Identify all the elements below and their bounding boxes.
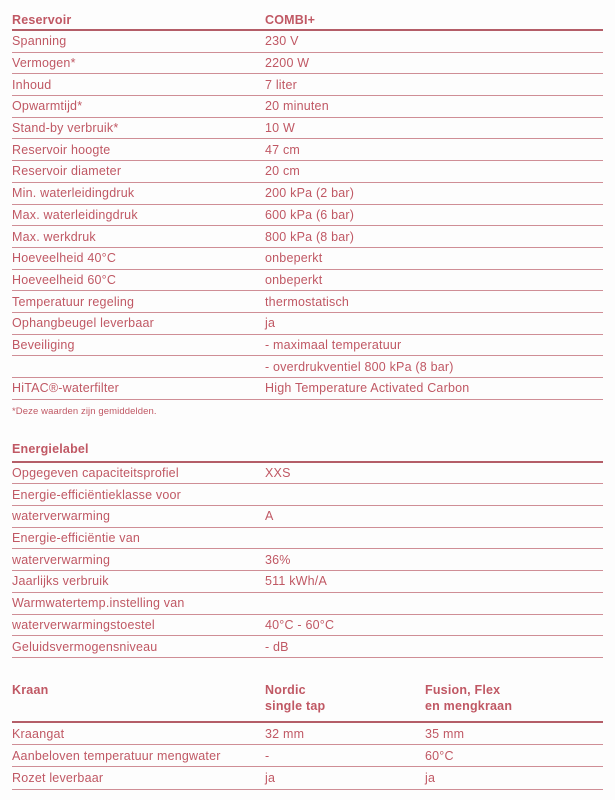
row-label: Min. waterleidingdruk [12, 186, 135, 201]
kraan-col2-header-line1: Nordic [265, 682, 306, 697]
row-value: - overdrukventiel 800 kPa (8 bar) [265, 359, 454, 374]
table-row [12, 723, 603, 745]
table-row [12, 31, 603, 53]
kraan-col3-header-line1: Fusion, Flex [425, 682, 501, 697]
row-value: 800 kPa (8 bar) [265, 229, 355, 244]
row-value: ja [265, 316, 276, 331]
table-row [12, 335, 603, 357]
row-label: Aanbeloven temperatuur mengwater [12, 748, 221, 763]
row-value: 10 W [265, 121, 295, 136]
row-label: Jaarlijks verbruik [12, 574, 109, 589]
table-row [12, 270, 603, 292]
row-label: Warmwatertemp.instelling van [12, 596, 185, 611]
row-value: A [265, 509, 274, 524]
row-value: XXS [265, 466, 291, 481]
reservoir-header-label: Reservoir [12, 12, 72, 27]
table-row [12, 74, 603, 96]
table-row [12, 96, 603, 118]
row-value-nordic: ja [265, 771, 276, 786]
reservoir-table [12, 10, 603, 417]
row-label: Vermogen* [12, 56, 76, 71]
kraan-heading: Kraan [12, 682, 49, 697]
kraan-col3-header-line2: en mengkraan [425, 699, 513, 714]
table-row [12, 183, 603, 205]
row-value: 40°C - 60°C [265, 617, 335, 632]
table-row [12, 484, 603, 506]
row-label: Reservoir diameter [12, 164, 122, 179]
row-label: Inhoud [12, 77, 52, 92]
row-value: - maximaal temperatuur [265, 337, 402, 352]
row-value-nordic: 32 mm [265, 726, 305, 741]
row-label: Ophangbeugel leverbaar [12, 316, 155, 331]
table-row [12, 636, 603, 658]
row-value: thermostatisch [265, 294, 350, 309]
table-row [12, 549, 603, 571]
table-row [12, 463, 603, 485]
row-value-fusion: 60°C [425, 748, 454, 763]
footnote: *Deze waarden zijn gemiddelden. [12, 405, 157, 417]
row-value: 7 liter [265, 77, 297, 92]
row-value: onbeperkt [265, 272, 323, 287]
row-value: 20 minuten [265, 99, 329, 114]
table-row [12, 767, 603, 789]
kraan-col2-header-line2: single tap [265, 699, 326, 714]
table-row [12, 139, 603, 161]
row-value-fusion: ja [425, 771, 436, 786]
row-value: High Temperature Activated Carbon [265, 381, 470, 396]
row-label: Spanning [12, 34, 67, 49]
row-label: Hoeveelheid 40°C [12, 251, 117, 266]
table-row [12, 571, 603, 593]
row-value: 511 kWh/A [265, 574, 328, 589]
row-label: Rozet leverbaar [12, 771, 104, 786]
table-row [12, 161, 603, 183]
row-label: Max. werkdruk [12, 229, 96, 244]
row-value: 200 kPa (2 bar) [265, 186, 355, 201]
kraan-col3-header [425, 682, 603, 715]
reservoir-header-row [12, 10, 603, 31]
row-value: 20 cm [265, 164, 301, 179]
row-label: Temperatuur regeling [12, 294, 135, 309]
kraan-header-row [12, 682, 603, 723]
table-row [12, 313, 603, 335]
energy-heading: Energielabel [12, 442, 603, 463]
row-value: 230 V [265, 34, 299, 49]
table-row [12, 291, 603, 313]
reservoir-header-value: COMBI+ [265, 12, 316, 27]
kraan-col2-header [265, 682, 425, 715]
row-label: Beveiliging [12, 337, 75, 352]
row-label: Reservoir hoogte [12, 142, 111, 157]
row-value: - dB [265, 639, 289, 654]
row-label: waterverwarming [12, 552, 111, 567]
row-label: Kraangat [12, 726, 65, 741]
table-row [12, 356, 603, 378]
row-value: 36% [265, 552, 291, 567]
row-label: Opwarmtijd* [12, 99, 83, 114]
table-row [12, 745, 603, 767]
row-label: Energie-efficiëntie van [12, 531, 141, 546]
table-row [12, 226, 603, 248]
row-value: 2200 W [265, 56, 310, 71]
table-row [12, 528, 603, 550]
table-row [12, 118, 603, 140]
row-value-fusion: 35 mm [425, 726, 465, 741]
row-label: waterverwarming [12, 509, 111, 524]
row-label: Stand-by verbruik* [12, 121, 119, 136]
table-row [12, 248, 603, 270]
row-label: Geluidsvermogensniveau [12, 639, 158, 654]
row-value: onbeperkt [265, 251, 323, 266]
table-row [12, 593, 603, 615]
table-row [12, 506, 603, 528]
row-label: Opgegeven capaciteitsprofiel [12, 466, 179, 481]
energy-table [12, 442, 603, 658]
table-row [12, 615, 603, 637]
row-value-nordic: - [265, 748, 270, 763]
row-label: waterverwarmingstoestel [12, 617, 155, 632]
table-row [12, 378, 603, 400]
row-value: 600 kPa (6 bar) [265, 207, 355, 222]
table-row [12, 53, 603, 75]
kraan-table [12, 682, 603, 790]
table-row [12, 205, 603, 227]
row-value: 47 cm [265, 142, 301, 157]
row-label: HiTAC®-waterfilter [12, 381, 120, 396]
row-label: Energie-efficiëntieklasse voor [12, 487, 182, 502]
row-label: Hoeveelheid 60°C [12, 272, 117, 287]
row-label: Max. waterleidingdruk [12, 207, 138, 222]
